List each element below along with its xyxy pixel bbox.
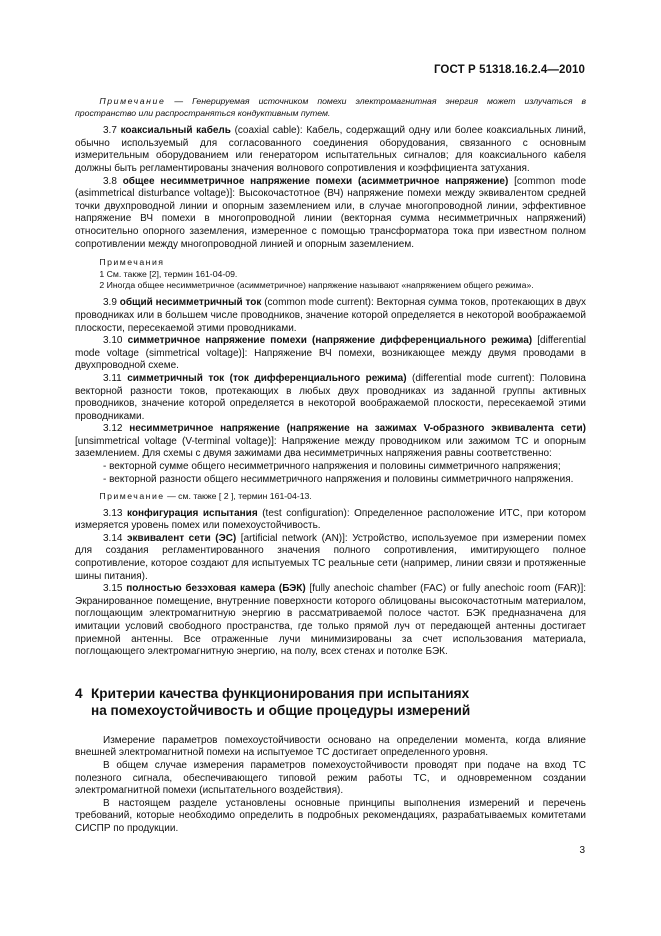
term-title: общий несимметричный ток	[119, 297, 262, 309]
section-4-paragraph: Измерение параметров помехоустойчивости основано на определении момента, когда влияние внешней электромагнитной помехи на испытуемое ТС достигает определенного уровня.	[75, 734, 586, 759]
term-definition: [artificial network (AN)]: Устройство, используемое при измерении помех для создания регламентированного значения полного сопротивления, имитирующего полное сопротивление, которое создают для испытуемых ТС реальные сети (например, линии связи и протяженные шины питания).	[75, 532, 586, 582]
term-3-12	[75, 423, 586, 461]
term-number: 3.12	[103, 423, 123, 435]
term-number: 3.10	[103, 335, 123, 347]
section-4-paragraph: В настоящем разделе установлены основные принципы выполнения измерений и перечень требований, которые необходимо определить в подробных рекомендациях, разрабатываемых комитетами СИСПР по продукции.	[75, 797, 586, 834]
note-label: Примечание	[99, 96, 166, 106]
term-definition: [unsimmetrical voltage (V-terminal voltage)]: Напряжение между проводником или зажимом ТС и опорным заземлением. Для схемы с двумя зажимами два несимметричных напряжения равны соответственно:	[75, 435, 586, 460]
term-3-14	[75, 533, 586, 583]
notes-label: Примечания	[99, 257, 165, 268]
term-3-11	[75, 373, 586, 423]
note-top	[75, 96, 586, 119]
term-title: конфигурация испытания	[127, 507, 258, 519]
term-title: эквивалент сети (ЭС)	[127, 532, 237, 544]
term-definition: [common mode (asimmetrical disturbance voltage)]: Высокочастотное (ВЧ) напряжение помехи между эквивалентом средней точки двухпроводной линии и опорным заземлением или, в случае многопроводной линии, эффективное напряжение ВЧ помехи в многопроводной линии (векторная сумма несимметричных напряжений) относительно опорного заземления, измеренное с помощью трансформатора тока при известном полном сопротивлении между многопроводной линией и опорным заземлением.	[75, 175, 586, 250]
term-definition: [differential mode voltage (simmetrical voltage)]: Напряжение ВЧ помехи, возникающее между двумя проводами в двухпроводной схеме.	[75, 335, 587, 372]
term-3-8	[75, 176, 586, 252]
term-definition: (coaxial cable): Кабель, содержащий одну или более коаксиальных линий, обычно используемый для согласованного соединения оборудования, связанного с основным измерительным оборудованием или генератором испытательных сигналов; для коаксиального кабеля должны быть регламентированы значения волнового сопротивления и коэффициента затухания.	[75, 125, 586, 174]
term-title: несимметричное напряжение (напряжение на зажимах V-образного эквивалента сети)	[129, 423, 586, 435]
term-definition: (test configuration): Определенное расположение ИТС, при котором измеряется уровень помех или помехоустойчивость.	[75, 507, 586, 532]
note-3-12	[75, 491, 586, 502]
document-header: ГОСТ Р 51318.16.2.4—2010	[433, 64, 585, 76]
section-4-paragraph: В общем случае измерения параметров помехоустойчивости проводят при подаче на вход ТС полезного сигнала, обеспечивающего типовой режим работы ТС, и одновременном создании электромагнитной помехи (испытательного воздействия).	[75, 759, 586, 797]
term-3-13	[75, 508, 586, 533]
term-number: 3.9	[103, 297, 117, 309]
term-3-9	[75, 297, 586, 335]
note-item-2: 2 Иногда общее несимметричное (асимметричное) напряжение называют «напряжением общего режима».	[99, 279, 534, 290]
term-title: симметричное напряжение помехи (напряжение дифференциального режима)	[127, 335, 533, 347]
list-item: - векторной сумме общего несимметричного напряжения и половины симметричного напряжения;	[103, 461, 561, 473]
section-number: 4	[75, 685, 83, 701]
term-title: коаксиальный кабель	[120, 125, 231, 137]
list-item: - векторной разности общего несимметричного напряжения и половины симметричного напряжения.	[103, 473, 574, 485]
term-definition: (common mode current): Векторная сумма токов, протекающих в двух проводниках или в большем числе проводников, значение которой определяется в некоторой воображаемой плоскости, пересекаемой этими проводниками.	[75, 297, 586, 334]
term-3-15	[75, 583, 586, 659]
note-label: Примечание	[99, 491, 165, 502]
page-content	[75, 96, 586, 836]
term-number: 3.14	[103, 532, 123, 544]
note-text: — см. также [ 2 ], термин 161-04-13.	[164, 491, 312, 502]
note-text: — Генерируемая источником помехи электромагнитная энергия может излучаться в пространство или распространяться кондуктивным путем.	[75, 96, 586, 118]
section-4-heading	[75, 685, 586, 719]
term-title: симметричный ток (ток дифференциального режима)	[127, 372, 407, 384]
term-number: 3.15	[103, 583, 123, 595]
section-title-line-2: на помехоустойчивость и общие процедуры измерений	[91, 702, 471, 718]
term-title: полностью безэховая камера (БЭК)	[126, 583, 306, 595]
term-3-10	[75, 335, 586, 373]
term-3-7	[75, 125, 586, 175]
term-definition: [fully anechoic chamber (FAC) or fully anechoic room (FAR)]: Экранированное помещение, внутренние поверхности которого облицованы высокочастотным материалом, поглощающим электромагнитную энергию в рассматриваемой полосе частот. БЭК предназначена для имитации условий свободного пространства, где только прямой луч от передающей антенны достигает приемной антенны. Все отраженные лучи минимизированы за счет использования материала, поглощающего электромагнитную энергию, на полу, всех стенах и потолке БЭК.	[75, 583, 586, 658]
term-number: 3.8	[103, 175, 117, 187]
page-number: 3	[579, 845, 585, 856]
term-title: общее несимметричное напряжение помехи (асимметричное напряжение)	[122, 175, 509, 187]
term-definition: (differential mode current): Половина векторной разности токов, протекающих в любых двух проводниках из заданной группы активных проводников, значение которой определяется в некоторой воображаемой плоскости, пересекаемой этими проводниками.	[75, 372, 586, 422]
term-number: 3.11	[103, 372, 122, 384]
term-number: 3.13	[103, 507, 123, 519]
term-number: 3.7	[103, 125, 117, 137]
section-title-line-1: Критерии качества функционирования при испытаниях	[91, 685, 470, 701]
note-item-1: 1 См. также [2], термин 161-04-09.	[99, 268, 238, 279]
